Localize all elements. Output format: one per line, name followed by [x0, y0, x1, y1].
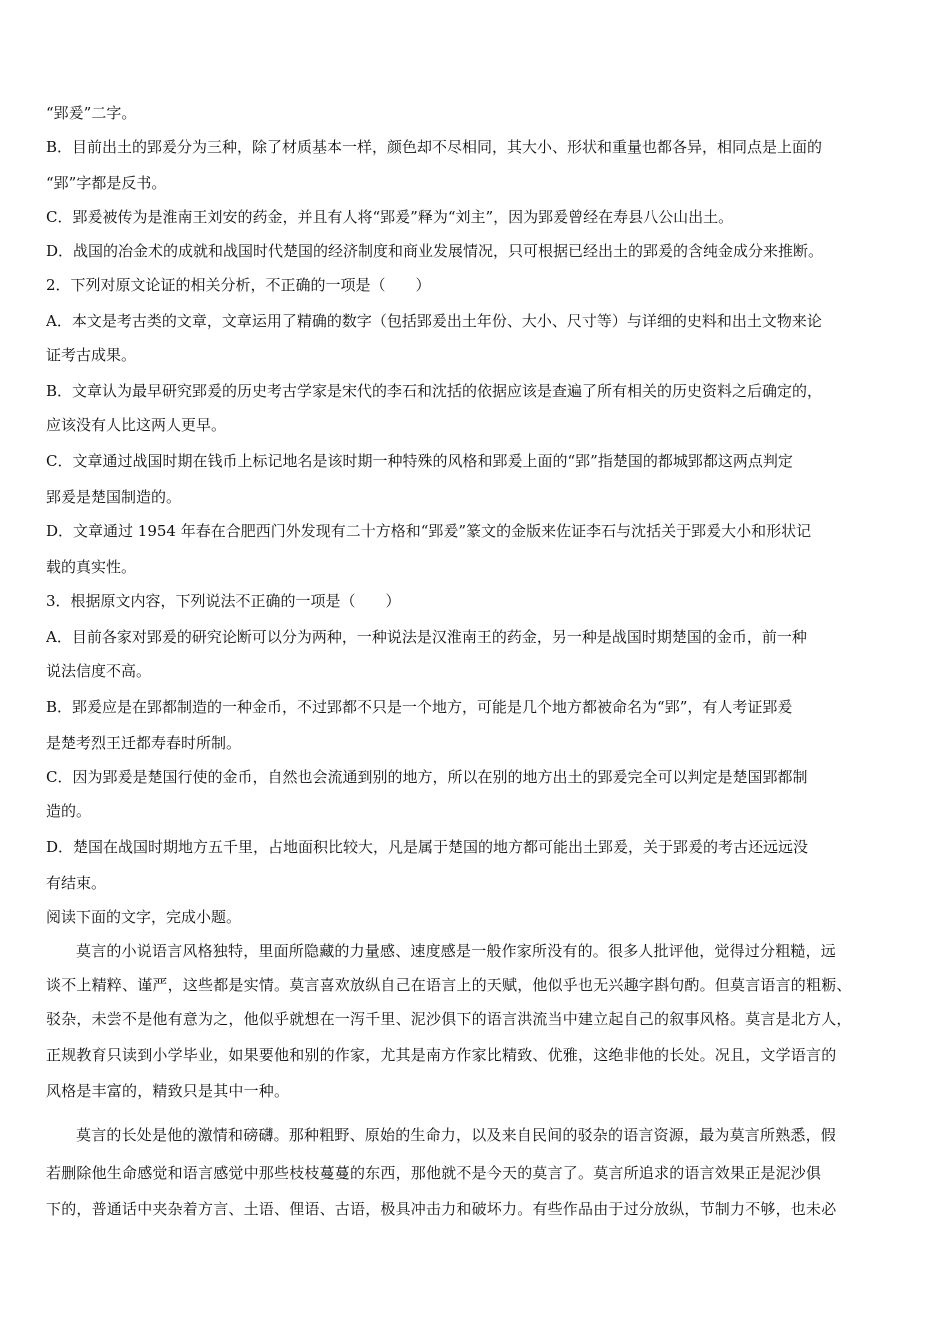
- text-line: 载的真实性。: [46, 558, 137, 576]
- text-line: “郢”字都是反书。: [46, 174, 167, 192]
- text-line: 说法信度不高。: [46, 662, 152, 680]
- question-heading: 3．根据原文内容，下列说法不正确的一项是（ ）: [46, 592, 401, 610]
- text-line: “郢爰”二字。: [46, 104, 137, 122]
- text-line: D．文章通过 1954 年春在合肥西门外发现有二十方格和“郢爰”篆文的金版来佐证李石与沈括关于郢爰大小和形状记: [46, 522, 812, 540]
- text-line: D．楚国在战国时期地方五千里，占地面积比较大，凡是属于楚国的地方都可能出土郢爰，关于郢爰的考古还远远没: [46, 838, 809, 856]
- reading-instruction: 阅读下面的文字，完成小题。: [46, 908, 242, 926]
- passage-line: 驳杂，未尝不是他有意为之，他似乎就想在一泻千里、泥沙俱下的语言洪流当中建立起自己的叙事风格。莫言是北方人，: [46, 1010, 852, 1028]
- text-line: C．因为郢爰是楚国行使的金币，自然也会流通到别的地方，所以在别的地方出土的郢爰完全可以判定是楚国郢都制: [46, 768, 808, 786]
- text-line: 证考古成果。: [46, 346, 137, 364]
- text-line: 应该没有人比这两人更早。: [46, 416, 227, 434]
- text-line: 有结束。: [46, 874, 107, 892]
- passage-line: 莫言的长处是他的激情和磅礴。那种粗野、原始的生命力，以及来自民间的驳杂的语言资源，最为莫言所熟悉，假: [76, 1126, 837, 1144]
- text-line: B．文章认为最早研究郢爰的历史考古学家是宋代的李石和沈括的依据应该是查遍了所有相关的历史资料之后确定的，: [46, 382, 823, 400]
- passage-line: 谈不上精粹、谨严，这些都是实情。莫言喜欢放纵自己在语言上的天赋，他似乎也无兴趣字斟句酌。但莫言语言的粗粝、: [46, 976, 852, 994]
- text-line: 造的。: [46, 802, 92, 820]
- text-line: C．郢爰被传为是淮南王刘安的药金，并且有人将“郢爰”释为“刘主”，因为郢爰曾经在寿县八公山出土。: [46, 208, 734, 226]
- text-line: A．目前各家对郢爰的研究论断可以分为两种，一种说法是汉淮南王的药金，另一种是战国时期楚国的金币，前一种: [46, 628, 807, 646]
- passage-line: 下的，普通话中夹杂着方言、土语、俚语、古语，极具冲击力和破坏力。有些作品由于过分放纵，节制力不够，也未必: [46, 1200, 837, 1218]
- passage-line: 风格是丰富的，精致只是其中一种。: [46, 1082, 290, 1100]
- passage-line: 莫言的小说语言风格独特，里面所隐藏的力量感、速度感是一般作家所没有的。很多人批评他，觉得过分粗糙，远: [76, 942, 837, 960]
- text-line: C．文章通过战国时期在钱币上标记地名是该时期一种特殊的风格和郢爰上面的“郢”指楚国的都城郢都这两点判定: [46, 452, 793, 470]
- text-line: B．目前出土的郢爰分为三种，除了材质基本一样，颜色却不尽相同，其大小、形状和重量也都各异，相同点是上面的: [46, 138, 823, 156]
- text-line: 郢爰是楚国制造的。: [46, 488, 182, 506]
- passage-line: 若删除他生命感觉和语言感觉中那些枝枝蔓蔓的东西，那他就不是今天的莫言了。莫言所追求的语言效果正是泥沙俱: [46, 1164, 822, 1182]
- passage-line: 正规教育只读到小学毕业，如果要他和别的作家，尤其是南方作家比精致、优雅，这绝非他的长处。况且，文学语言的: [46, 1046, 837, 1064]
- text-line: A．本文是考古类的文章，文章运用了精确的数字（包括郢爰出土年份、大小、尺寸等）与详细的史料和出土文物来论: [46, 312, 822, 330]
- text-line: B．郢爰应是在郢都制造的一种金币，不过郢都不只是一个地方，可能是几个地方都被命名为“郢”，有人考证郢爰: [46, 698, 793, 716]
- text-line: D．战国的冶金术的成就和战国时代楚国的经济制度和商业发展情况，只可根据已经出土的郢爰的含纯金成分来推断。: [46, 242, 824, 260]
- question-heading: 2．下列对原文论证的相关分析，不正确的一项是（ ）: [46, 276, 431, 294]
- text-line: 是楚考烈王迁都寿春时所制。: [46, 734, 242, 752]
